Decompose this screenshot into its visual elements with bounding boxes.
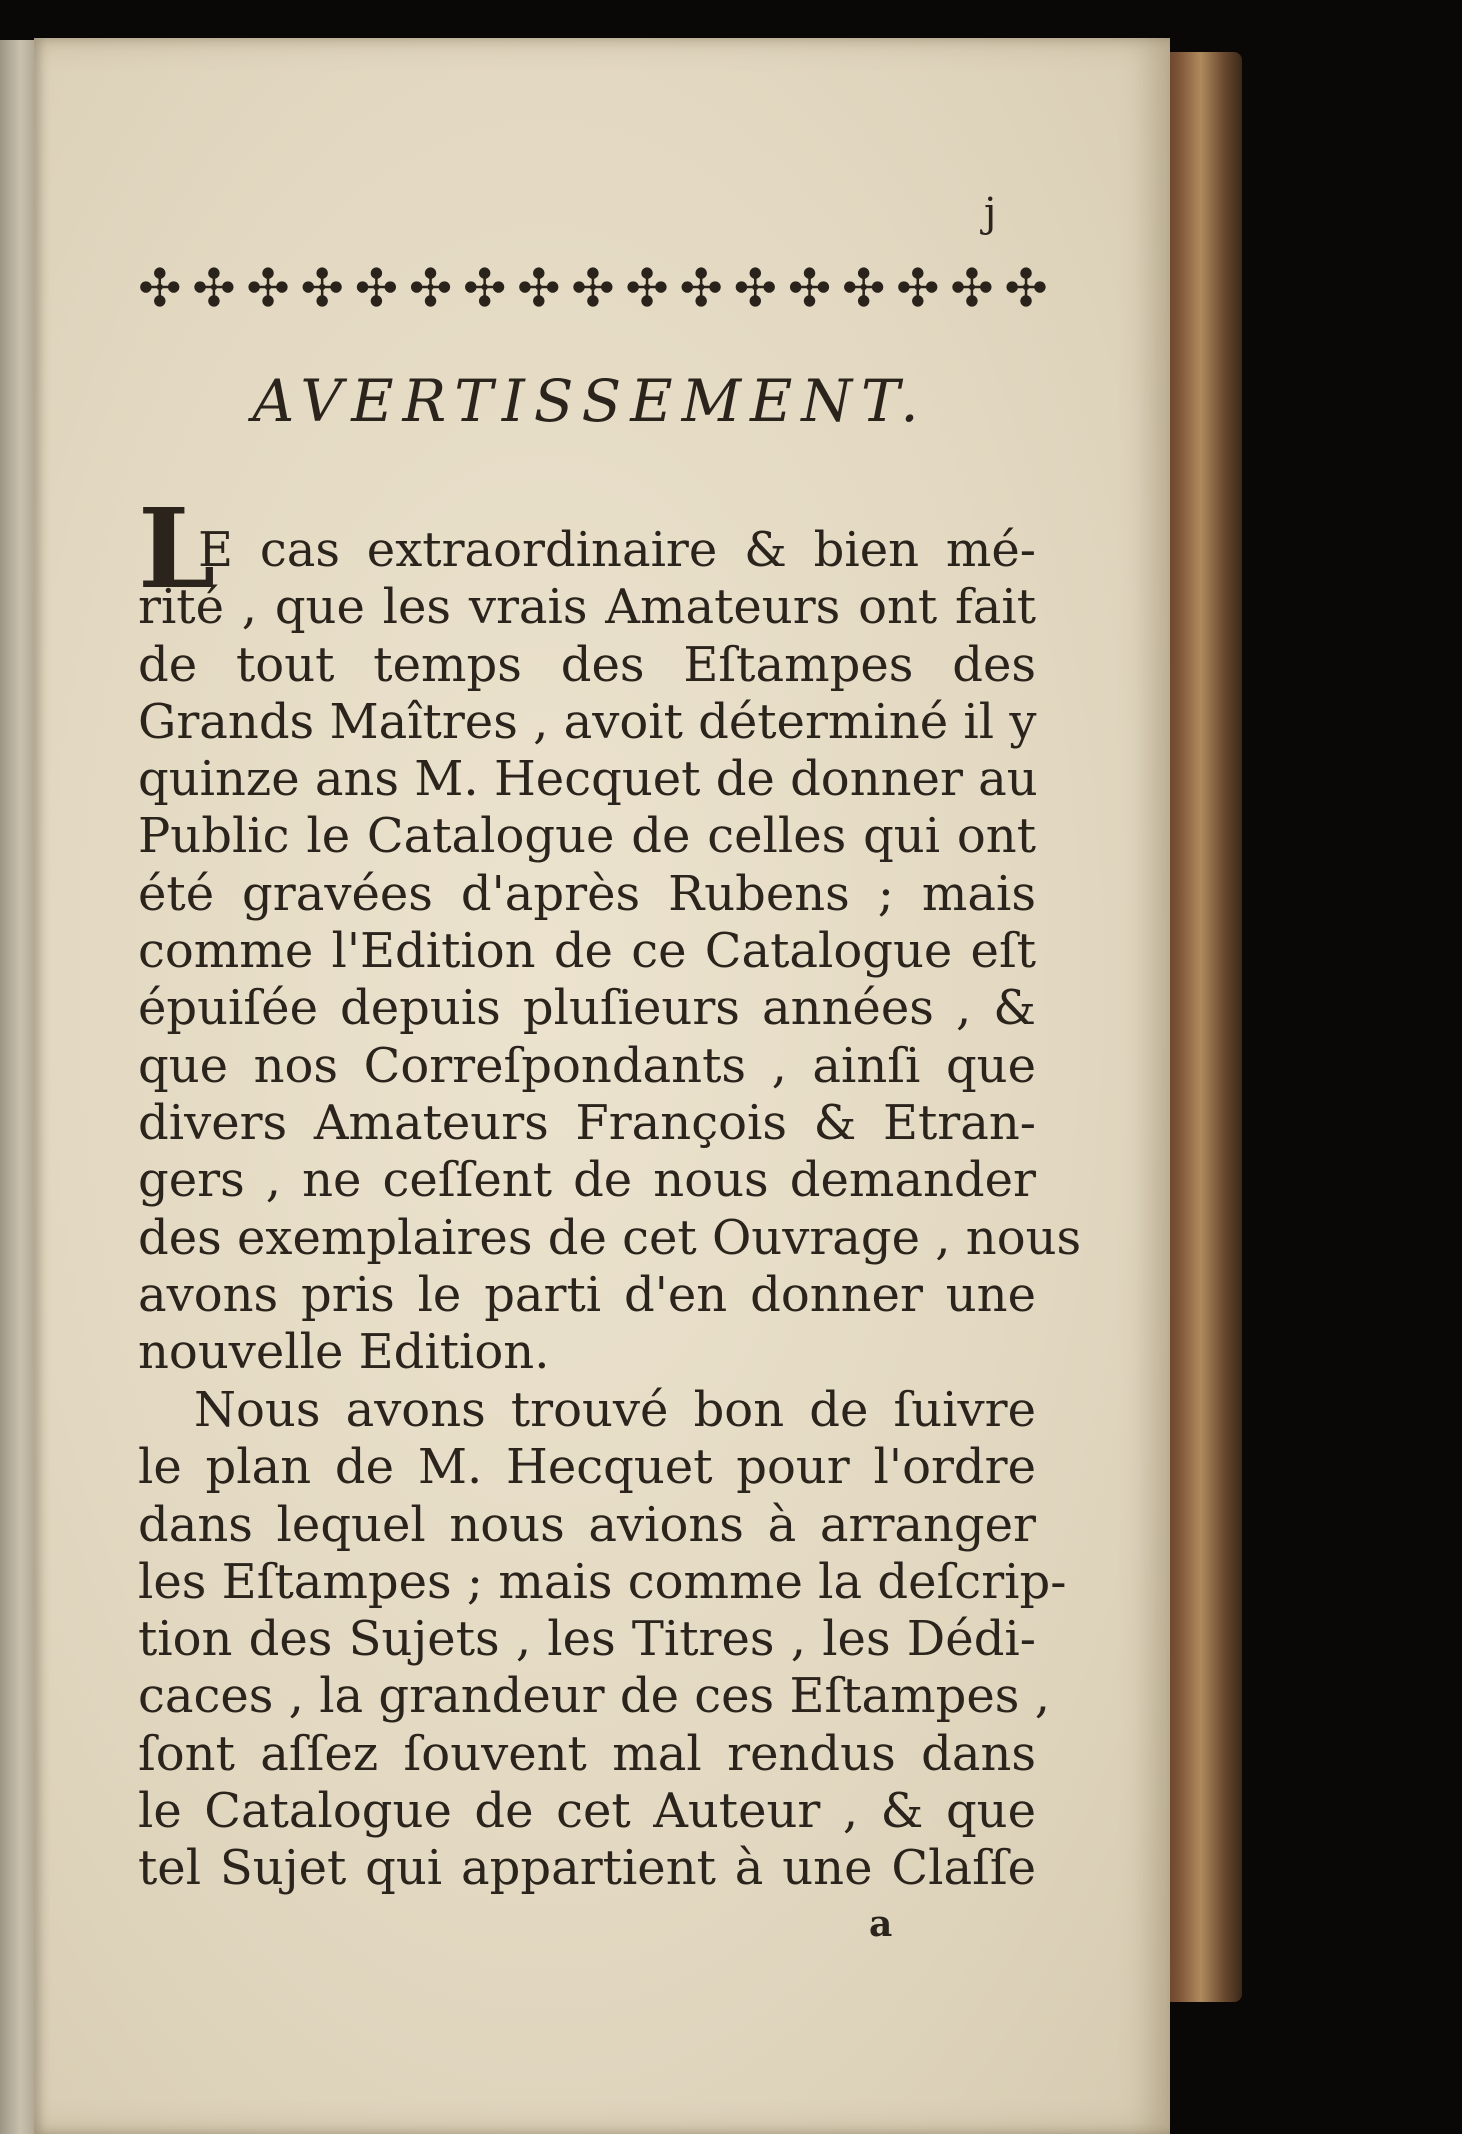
text-line: avons pris le parti d'en donner une bbox=[138, 1266, 1036, 1323]
ornament-glyph-icon: ✣ bbox=[354, 259, 399, 319]
text-line: épuiſée depuis pluſieurs années , & bbox=[138, 980, 1036, 1037]
text-line: E cas extraordinaire & bien mé- bbox=[198, 522, 1036, 578]
drop-cap: L bbox=[138, 484, 216, 613]
book-page bbox=[34, 38, 1170, 2134]
ornament-glyph-icon: ✣ bbox=[950, 259, 994, 319]
ornament-glyph-icon: ✣ bbox=[516, 259, 561, 319]
text-line: rité , que les vrais Amateurs ont fait bbox=[138, 579, 1036, 636]
ornament-band bbox=[138, 256, 1048, 322]
text-line: tion des Sujets , les Titres , les Dédi- bbox=[138, 1611, 1036, 1668]
ornament-glyph-icon: ✣ bbox=[300, 259, 344, 319]
paragraph-1 bbox=[138, 522, 1082, 1381]
text-line: tel Sujet qui appartient à une Claſſe bbox=[138, 1840, 1036, 1897]
text-line: des exemplaires de cet Ouvrage , nous bbox=[138, 1209, 1082, 1266]
text-line: été gravées d'après Rubens ; mais bbox=[138, 865, 1036, 922]
ornament-glyph-icon: ✣ bbox=[1004, 259, 1048, 319]
text-line: nouvelle Edition. bbox=[138, 1324, 550, 1381]
ornament-glyph-icon: ✣ bbox=[571, 259, 615, 319]
page-number: j bbox=[984, 190, 997, 236]
ornament-glyph-icon: ✣ bbox=[246, 259, 290, 319]
text-line: de tout temps des Eſtampes des bbox=[138, 636, 1036, 693]
ornament-glyph-icon: ✣ bbox=[408, 259, 453, 319]
left-page-edge bbox=[0, 40, 34, 2134]
ornament-glyph-icon: ✣ bbox=[895, 259, 940, 319]
text-line: Grands Maîtres , avoit déterminé il y bbox=[138, 693, 1037, 750]
text-line: comme l'Edition de ce Catalogue eſt bbox=[138, 923, 1036, 980]
ornament-glyph-icon: ✣ bbox=[841, 259, 886, 319]
page-title: AVERTISSEMENT. bbox=[252, 367, 928, 435]
text-line: Nous avons trouvé bon de ſuivre bbox=[194, 1382, 1036, 1438]
ornament-glyph-icon: ✣ bbox=[733, 259, 778, 319]
text-line: dans lequel nous avions à arranger bbox=[138, 1496, 1036, 1553]
paragraph-2 bbox=[138, 1382, 1067, 1898]
ornament-glyph-icon: ✣ bbox=[679, 259, 723, 319]
text-line: que nos Correſpondants , ainſi que bbox=[138, 1037, 1036, 1094]
text-line: caces , la grandeur de ces Eſtampes , bbox=[138, 1668, 1050, 1725]
text-line: divers Amateurs François & Etran- bbox=[138, 1094, 1036, 1151]
ornament-glyph-icon: ✣ bbox=[625, 259, 669, 319]
ornament-glyph-icon: ✣ bbox=[138, 259, 182, 319]
signature-mark: a bbox=[869, 1903, 893, 1945]
ornament-glyph-icon: ✣ bbox=[192, 259, 236, 319]
ornament-glyph-icon: ✣ bbox=[462, 259, 507, 319]
text-line: le plan de M. Hecquet pour l'ordre bbox=[138, 1439, 1036, 1496]
text-line: les Eſtampes ; mais comme la deſcrip- bbox=[138, 1553, 1067, 1610]
text-line: Public le Catalogue de celles qui ont bbox=[138, 808, 1036, 865]
text-line: gers , ne ceſſent de nous demander bbox=[138, 1152, 1036, 1209]
text-line: quinze ans M. Hecquet de donner au bbox=[138, 751, 1038, 808]
text-line: ſont aſſez ſouvent mal rendus dans bbox=[138, 1725, 1036, 1782]
ornament-glyph-icon: ✣ bbox=[787, 259, 832, 319]
text-line: le Catalogue de cet Auteur , & que bbox=[138, 1783, 1036, 1840]
